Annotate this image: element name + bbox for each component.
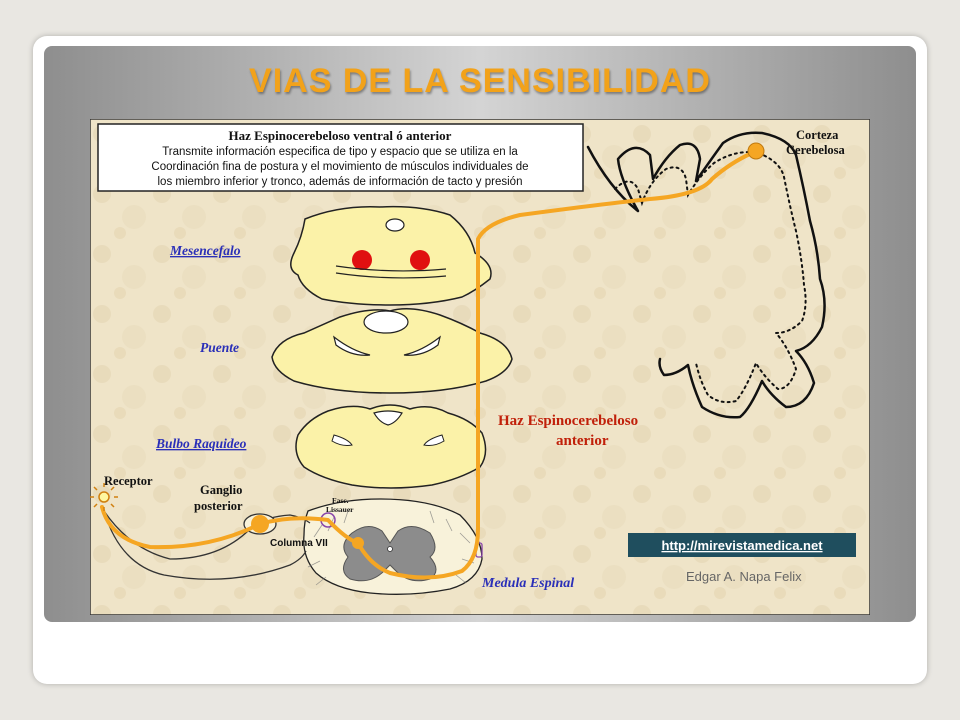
medula-label: Medula Espinal <box>482 576 575 591</box>
author-credit: Edgar A. Napa Felix <box>686 569 802 584</box>
ganglio-label-1: Ganglio <box>200 483 243 497</box>
ganglio-label-2: posterior <box>194 499 243 513</box>
info-box-line-2: Coordinación fina de postura y el movimiento de músculos individuales de <box>151 161 529 173</box>
receptor-label: Receptor <box>104 474 153 488</box>
mesencefalo-label: Mesencefalo <box>170 243 241 258</box>
red-nucleus-left <box>352 250 372 270</box>
fasc-label-2: Lissauer <box>326 505 354 514</box>
info-box-line-1: Transmite información especifica de tipo y espacio que se utiliza en la <box>162 146 518 158</box>
puente-label: Puente <box>200 340 239 355</box>
ganglion-cell <box>251 515 269 533</box>
bulbo-label: Bulbo Raquideo <box>156 436 247 451</box>
red-nucleus-right <box>410 250 430 270</box>
slide-title: VIAS DE LA SENSIBILIDAD <box>249 62 711 100</box>
columna-cell <box>352 537 364 549</box>
fasc-label-1: Fasc. <box>332 496 349 505</box>
info-box-heading: Haz Espinocerebeloso ventral ó anterior <box>228 128 452 143</box>
info-box-line-3: los miembro inferior y tronco, además de información de tacto y presión <box>157 176 523 188</box>
cortex-terminal <box>748 143 764 159</box>
url-link[interactable]: http://mirevistamedica.net <box>661 538 823 553</box>
info-box <box>98 124 583 191</box>
pathway-figure <box>90 119 870 615</box>
columna-label: Columna VII <box>270 538 328 549</box>
bulbo-section <box>296 405 486 488</box>
corteza-label-1: Corteza <box>796 128 839 142</box>
corteza-label-2: Cerebelosa <box>786 143 845 157</box>
tract-label-1: Haz Espinocerebeloso <box>498 413 639 429</box>
tract-label-2: anterior <box>556 433 609 449</box>
pathway-diagram <box>90 119 870 615</box>
